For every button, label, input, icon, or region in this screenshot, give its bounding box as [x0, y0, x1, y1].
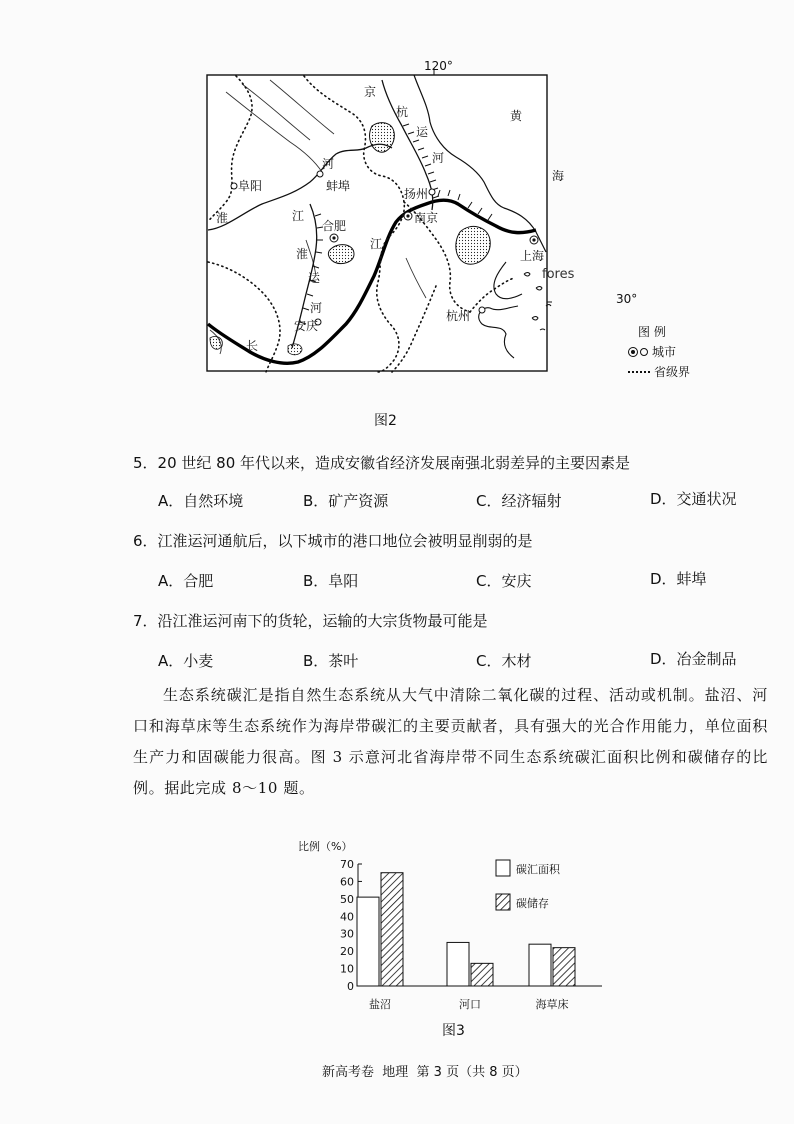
sea-label-huang: 黄 [510, 109, 523, 123]
bar-area-1 [447, 942, 469, 986]
y-tick-label: 40 [340, 910, 354, 924]
question-6-option-c: C．安庆 [476, 572, 532, 590]
city-anqing [294, 318, 321, 333]
svg-text:合肥: 合肥 [322, 219, 347, 233]
svg-text:安庆: 安庆 [294, 319, 319, 333]
svg-text:上海: 上海 [520, 249, 545, 263]
question-7-option-a: A．小麦 [158, 652, 214, 670]
legend-city-symbol-icon [628, 347, 648, 357]
y-tick-label: 10 [340, 962, 354, 976]
huai-label-2: 河 [322, 157, 335, 171]
page-footer: 新高考卷 地理 第 3 页（共 8 页） [322, 1065, 528, 1080]
lake-chaohu [328, 245, 354, 264]
jinghang-label-4: 河 [432, 151, 445, 165]
question-7-option-d: D．冶金制品 [650, 650, 737, 668]
huai-label-1: 淮 [216, 211, 229, 225]
sea-label-hai: 海 [552, 169, 565, 183]
y-tick-label: 60 [340, 875, 354, 889]
jinghang-label-1: 京 [364, 85, 377, 99]
svg-text:扬州: 扬州 [404, 187, 429, 201]
passage-text: 生态系统碳汇是指自然生态系统从大气中清除二氧化碳的过程、活动或机制。盐沼、河口和海草床等生态系统作为海岸带碳汇的主要贡献者，具有强大的光合作用能力，单位面积生产力和固碳能力很高。图 3 示意河北省海岸带不同生态系统碳汇面积比例和碳储存的比例。据此完成 8～10 题。 [133, 686, 768, 797]
svg-text:南京: 南京 [414, 211, 439, 225]
question-5-stem: 5．20 世纪 80 年代以来，造成安徽省经济发展南强北弱差异的主要因素是 [133, 454, 631, 472]
question-6-option-a: A．合肥 [158, 572, 214, 590]
jinghang-label-3: 运 [416, 125, 429, 139]
chart-legend [496, 860, 561, 910]
bar-area-2 [529, 944, 551, 986]
question-5-option-a: A．自然环境 [158, 492, 244, 510]
x-tick-label: 海草床 [535, 998, 569, 1011]
question-7-option-c: C．木材 [476, 652, 532, 670]
question-7-stem: 7．沿江淮运河南下的货轮，运输的大宗货物最可能是 [133, 612, 488, 630]
jianghuai-label-4: 河 [310, 301, 323, 315]
legend-city-row [628, 342, 690, 362]
svg-text:杭州: 杭州 [446, 309, 471, 323]
y-tick-label: 20 [340, 945, 354, 959]
y-tick-label: 0 [347, 980, 354, 993]
latitude-label-outer: 30° [616, 292, 638, 306]
yangtze-label-1: 长 [246, 339, 259, 353]
passage [133, 680, 768, 804]
svg-text:阜阳: 阜阳 [238, 179, 263, 193]
map-caption: 图2 [374, 413, 397, 429]
y-tick-label: 70 [340, 858, 354, 871]
question-5-option-d: D．交通状况 [650, 490, 737, 508]
bar-area-0 [357, 897, 379, 986]
x-tick-label: 盐沼 [369, 998, 391, 1011]
stray-text: fores [542, 267, 575, 282]
chart-ylabel: 比例（%） [298, 840, 353, 853]
lake-small [288, 344, 302, 355]
carbon-bar-chart [296, 838, 616, 1014]
legend-title: 图 例 [638, 325, 666, 339]
legend-boundary-symbol-icon [628, 371, 650, 373]
question-5-option-c: C．经济辐射 [476, 492, 562, 510]
jianghuai-label-1: 江 [292, 209, 305, 223]
question-5-option-b: B．矿产资源 [303, 492, 389, 510]
bar-storage-2 [553, 948, 575, 986]
bar-storage-0 [381, 873, 403, 986]
question-7-option-b: B．茶叶 [303, 652, 359, 670]
question-6-stem: 6．江淮运河通航后，以下城市的港口地位会被明显削弱的是 [133, 532, 533, 550]
legend-city-label: 城市 [652, 345, 677, 359]
legend-swatch-storage [496, 894, 510, 910]
svg-text:蚌埠: 蚌埠 [326, 179, 351, 193]
x-tick-label: 河口 [459, 998, 481, 1011]
legend-swatch-area [496, 860, 510, 876]
map-frame [207, 75, 547, 371]
question-6-option-b: B．阜阳 [303, 572, 359, 590]
jinghang-label-2: 杭 [396, 105, 409, 119]
question-6-option-d: D．蚌埠 [650, 570, 707, 588]
chart-caption: 图3 [442, 1023, 465, 1039]
bar-storage-1 [471, 963, 493, 986]
longitude-label: 120° [424, 59, 453, 73]
jianghuai-label-2: 淮 [296, 247, 309, 261]
chart-x-tick-labels [369, 997, 569, 1011]
y-tick-label: 30 [340, 927, 354, 941]
legend-boundary-label: 省级界 [654, 365, 691, 379]
legend-boundary-row [628, 362, 690, 382]
map-legend [628, 322, 690, 382]
yangtze-label-2: 江 [370, 237, 383, 251]
legend-label-area: 碳汇面积 [516, 863, 560, 876]
chart-bars [357, 873, 575, 986]
china-east-map [206, 59, 575, 396]
y-tick-label: 50 [340, 892, 354, 906]
jianghuai-label-3: 运 [308, 271, 321, 285]
legend-label-storage: 碳储存 [516, 897, 549, 910]
